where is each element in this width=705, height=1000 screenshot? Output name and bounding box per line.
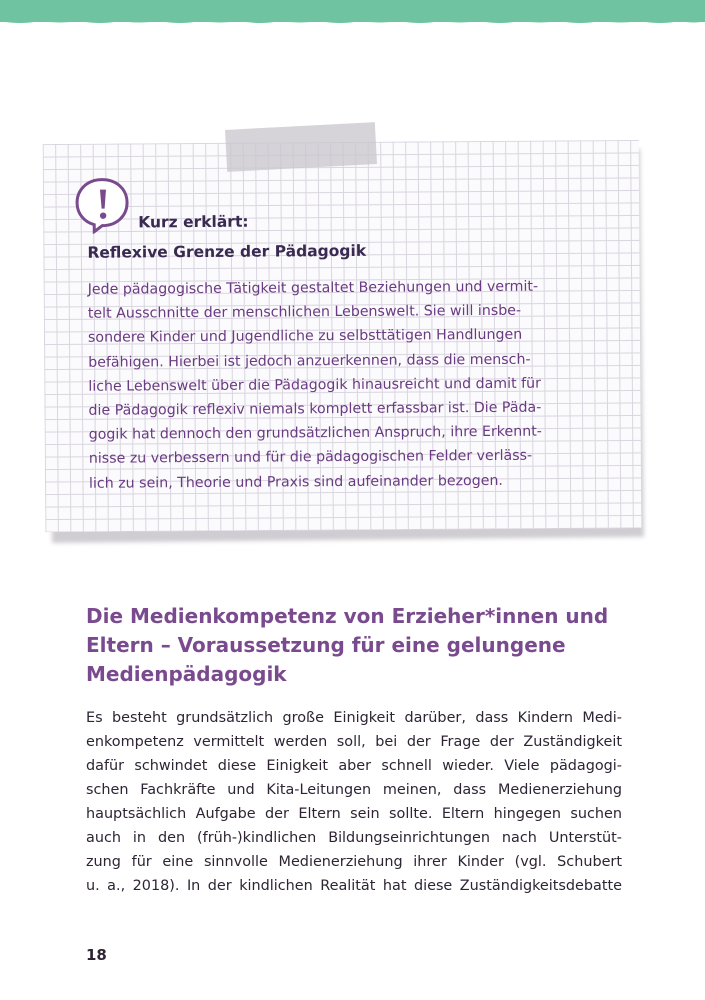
note-body (88, 274, 598, 495)
top-decorative-band (0, 0, 705, 22)
note-line: liche Lebenswelt über die Pädagogik hinausreicht und damit für (88, 375, 542, 395)
note-line: Jede pädagogische Tätigkeit gestaltet Beziehungen und vermit- (87, 278, 539, 298)
note-line: die Pädagogik reflexiv niemals komplett erfassbar ist. Die Päda- (88, 399, 542, 419)
note-line: sondere Kinder und Jugendliche zu selbsttätigen Handlungen (87, 327, 523, 347)
note-line: befähigen. Hierbei ist jedoch anzuerkennen, dass die mensch- (88, 351, 531, 371)
heading-line: Eltern – Voraussetzung für eine gelungene (86, 633, 566, 657)
adhesive-tape (225, 122, 377, 172)
exclamation-speech-bubble-icon (73, 175, 131, 233)
body-line: auch in den (früh-)kindlichen Bildungseinrichtungen nach Unterstüt- (86, 830, 622, 846)
body-line: zung für eine sinnvolle Medienerziehung ihrer Kinder (vgl. Schubert (86, 854, 622, 870)
body-line: Es besteht grundsätzlich große Einigkeit darüber, dass Kindern Medi- (86, 710, 622, 726)
page-number: 18 (86, 946, 107, 964)
body-line: schen Fachkräfte und Kita-Leitungen meinen, dass Medienerziehung (86, 782, 622, 798)
note-line: telt Ausschnitte der menschlichen Lebenswelt. Sie will insbe- (87, 302, 522, 322)
body-line: hauptsächlich Aufgabe der Eltern sein sollte. Eltern hingegen suchen (86, 806, 622, 822)
grid-paper-note (43, 140, 642, 532)
note-kicker: Kurz erklärt: (138, 212, 249, 232)
note-line: gogik hat dennoch den grundsätzlichen Anspruch, ihre Erkennt- (88, 423, 542, 443)
note-line: nisse zu verbessern und für die pädagogischen Felder verläss- (88, 448, 533, 468)
heading-line: Medienpädagogik (86, 662, 287, 686)
section-heading (86, 602, 646, 689)
section-body (86, 706, 622, 898)
body-line: enkompetenz vermittelt werden soll, bei der Frage der Zuständigkeit (86, 734, 622, 750)
heading-line: Die Medienkompetenz von Erzieher*innen und (86, 604, 609, 628)
info-note-card (44, 142, 644, 542)
body-line: u. a., 2018). In der kindlichen Realität hat diese Zuständigkeitsdebatte (86, 878, 622, 894)
note-line: lich zu sein, Theorie und Praxis sind aufeinander bezogen. (88, 472, 503, 492)
note-title: Reflexive Grenze der Pädagogik (87, 241, 367, 262)
body-line: dafür schwindet diese Einigkeit aber schnell wieder. Viele pädagogi- (86, 758, 622, 774)
band-edge-decoration (0, 18, 705, 26)
